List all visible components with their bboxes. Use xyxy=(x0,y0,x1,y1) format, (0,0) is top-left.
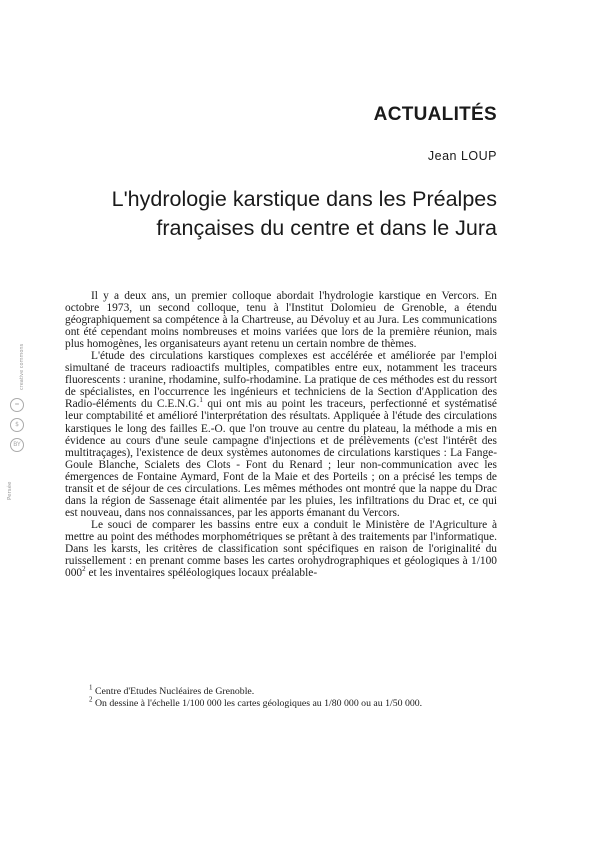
footnotes xyxy=(65,683,497,710)
footnote-ref: 2 xyxy=(82,565,86,574)
section-heading: ACTUALITÉS xyxy=(373,104,497,125)
paragraph: Le souci de comparer les bassins entre eux a conduit le Ministère de l'Agriculture à mettre au point des méthodes morphométriques se prêtant à des traitements par l'informatique. Dans les karsts, les critères de classification sont spécifiques en raison de l'originalité du ruissellement : en prenant comme bases les cartes orohydrographiques et géologiques à 1/100 $000^2$ et les inventaires spéléologiques locaux préalable- xyxy=(65,518,497,580)
paragraph: L'étude des circulations karstiques complexes est accélérée et améliorée par l'emploi simultané de traceurs radioactifs multiples, compatibles entre eux, notamment les traceurs fluorescents : uranine, rhodamine, sulfo-rhodamine. La pratique de ces méthodes est du ressort de spécialistes, en l'occurrence les ingénieurs et techniciens de la Section d'Application des Radio-éléments du C.E.N.G.$^1$ qui ont mis au point les traceurs, perfectionné et systématisé leur comptabilité et amélioré l'interprétation des résultats. Appliquée à l'étude des circulations karstiques le long des failles E.-O. que l'on trouve au centre du plateau, la méthode a mis en évidence au cours d'une seule campagne d'injections et de prélèvements (c'est l'intérêt des multitraçages), l'existence de deux systèmes autonomes de circulations karstiques : La Fange-Goule Blanche, Scialets des Clots - Font du Renard ; leur non-communication avec les émergences de Fontaine Aymard, Font de la Maie et des Porteils ; on a précisé les temps de transit et de séjour de ces circulations. Les mêmes méthodes ont montré que la nappe du Drac dans la région de Sassenage était alimentée par les pluies, les infiltrations du Drac et, ce qui est nouveau, dans nos connaissances, par les apports émanant du Vercors. xyxy=(65,350,497,519)
license-side-text: Persée xyxy=(7,481,13,500)
footnote: $^1$ Centre d'Etudes Nucléaires de Grenoble. xyxy=(89,683,255,697)
article-body xyxy=(65,290,497,579)
nd-icon: = xyxy=(10,398,24,412)
footnote-ref: 1 xyxy=(199,396,203,405)
title-line: L'hydrologie karstique dans les Préalpes xyxy=(111,187,497,211)
nc-icon: $ xyxy=(10,418,24,432)
footnote: $^2$ On dessine à l'échelle 1/100 000 les cartes géologiques au 1/80 000 ou au 1/50 000. xyxy=(89,695,423,710)
license-badge[interactable] xyxy=(5,343,29,510)
license-small-text: creative commons xyxy=(19,343,25,390)
paragraph: Il y a deux ans, un premier colloque abordait l'hydrologie karstique en Vercors. En octobre 1973, un second colloque, tenu à l'Institut Dolomieu de Grenoble, a étendu géographiquement sa compétence à la Chartreuse, au Dévoluy et au Jura. Les communications ont été cependant moins nombreuses et moins variées que lors de la première réunion, mais plus homogènes, les organisateurs ayant retenu un certain nombre de thèmes. xyxy=(65,290,497,351)
author-name: Jean LOUP xyxy=(427,149,497,163)
title-line: françaises du centre et dans le Jura xyxy=(156,216,497,240)
cc-by-icon: BY xyxy=(10,438,24,452)
article-title xyxy=(37,185,497,243)
